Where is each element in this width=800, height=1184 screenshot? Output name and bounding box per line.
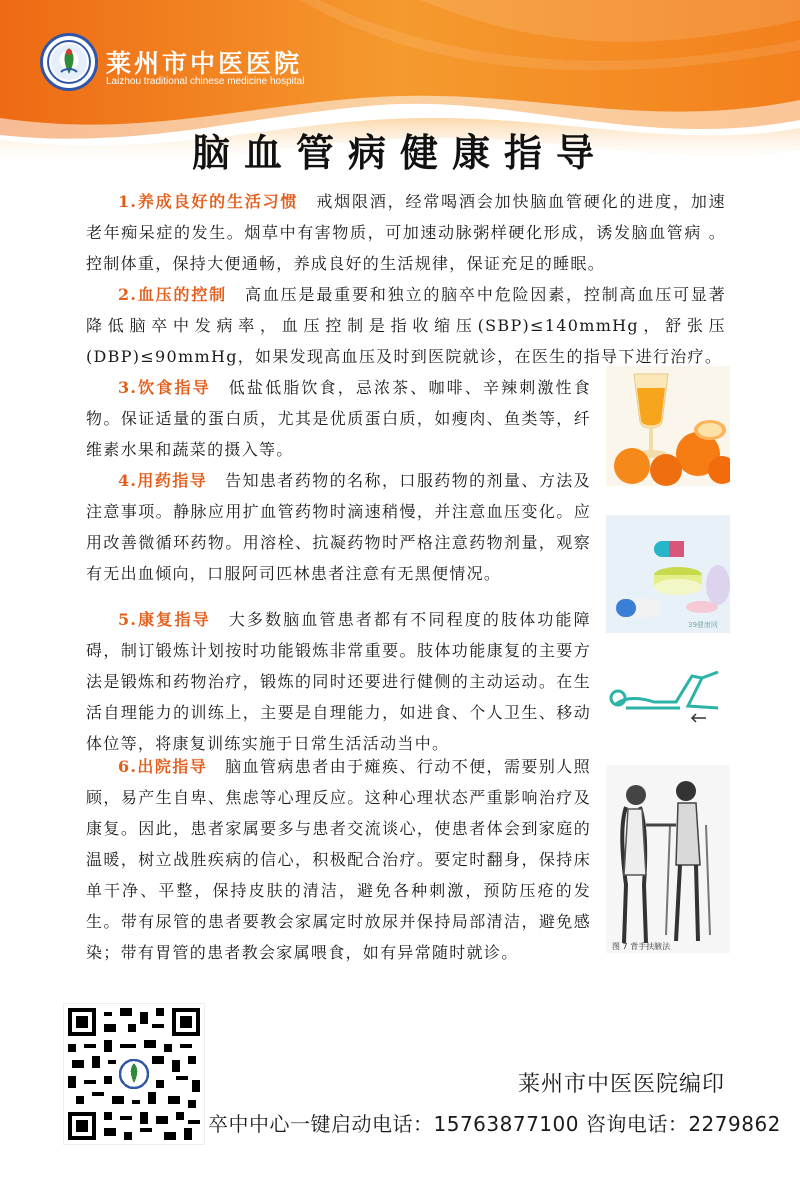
page-title: 脑血管病健康指导: [191, 130, 608, 175]
footer-credit: 莱州市中医医院编印: [518, 1072, 726, 1097]
section-lifestyle: [86, 186, 726, 279]
section-body: 低盐低脂饮食，忌浓茶、咖啡、辛辣刺激性食物。保证适量的蛋白质，尤其是优质蛋白质，如瘦肉、鱼类等，纤维素水果和蔬菜的摄入等。: [86, 378, 591, 459]
hospital-name-en: Laizhou traditional chinese medicine hospital: [106, 76, 305, 87]
section-discharge: [86, 751, 591, 968]
section-heading: 5.康复指导: [118, 610, 211, 629]
section-body: 大多数脑血管患者都有不同程度的肢体功能障碍，制订锻炼计划按时功能锻炼非常重要。肢体功能康复的主要方法是锻炼和药物治疗，锻炼的同时还要进行健侧的主动运动。在生活自理能力的训练上，主要是自理能力，如进食、个人卫生、移动体位等，将康复训练实施于日常生活活动当中。: [86, 610, 591, 753]
qr-code[interactable]: [64, 1004, 204, 1144]
section-heading: 4.用药指导: [118, 471, 208, 490]
section-heading: 3.饮食指导: [118, 378, 211, 397]
leg-exercise-image: [606, 662, 730, 734]
pills-watermark: 39健康网: [688, 621, 718, 629]
section-heading: 6.出院指导: [118, 757, 208, 776]
hospital-name: 莱州市中医医院: [106, 49, 303, 78]
orange-juice-image: [606, 366, 730, 486]
section-medication: [86, 465, 591, 589]
section-body: 告知患者药物的名称，口服药物的剂量、方法及注意事项。静脉应用扩血管药物时滴速稍慢，并注意血压变化。应用改善微循环药物。用溶栓、抗凝药物时严格注意药物剂量，观察有无出血倾向，口服阿司匹林患者注意有无黑便情况。: [86, 471, 591, 583]
hospital-logo: [40, 33, 98, 91]
section-heading: 1.养成良好的生活习惯: [118, 192, 299, 211]
footer-phones: 卒中中心一键启动电话：15763877100 咨询电话：2279862: [208, 1112, 781, 1136]
caregiver-image: [606, 765, 730, 953]
section-heading: 2.血压的控制: [118, 285, 228, 304]
section-body: 高血压是最重要和独立的脑卒中危险因素，控制高血压可显著降低脑卒中发病率，血压控制是指收缩压(SBP)≤140mmHg，舒张压(DBP)≤90mmHg，如果发现高血压及时到医院就诊，在医生的指导下进行治疗。: [86, 285, 726, 366]
section-rehabilitation: [86, 604, 591, 759]
section-body: 戒烟限酒，经常喝酒会加快脑血管硬化的进度，加速老年痴呆症的发生。烟草中有害物质，可加速动脉粥样硬化形成，诱发脑血管病 。控制体重，保持大便通畅，养成良好的生活规律，保证充足的睡眠。: [86, 192, 726, 273]
caregiver-caption: 图 7 背手扶腋法: [612, 942, 671, 951]
pills-image: [606, 515, 730, 633]
section-diet: [86, 372, 591, 465]
section-body: 脑血管病患者由于瘫痪、行动不便，需要别人照顾，易产生自卑、焦虑等心理反应。这种心理状态严重影响治疗及康复。因此，患者家属要多与患者交流谈心，使患者体会到家庭的温暖，树立战胜疾病的信心，积极配合治疗。要定时翻身，保持床单干净、平整，保持皮肤的清洁，避免各种刺激，预防压疮的发生。带有尿管的患者要教会家属定时放尿并保持局部清洁，避免感染；带有胃管的患者教会家属喂食，如有异常随时就诊。: [86, 757, 591, 962]
section-blood-pressure: [86, 279, 726, 372]
